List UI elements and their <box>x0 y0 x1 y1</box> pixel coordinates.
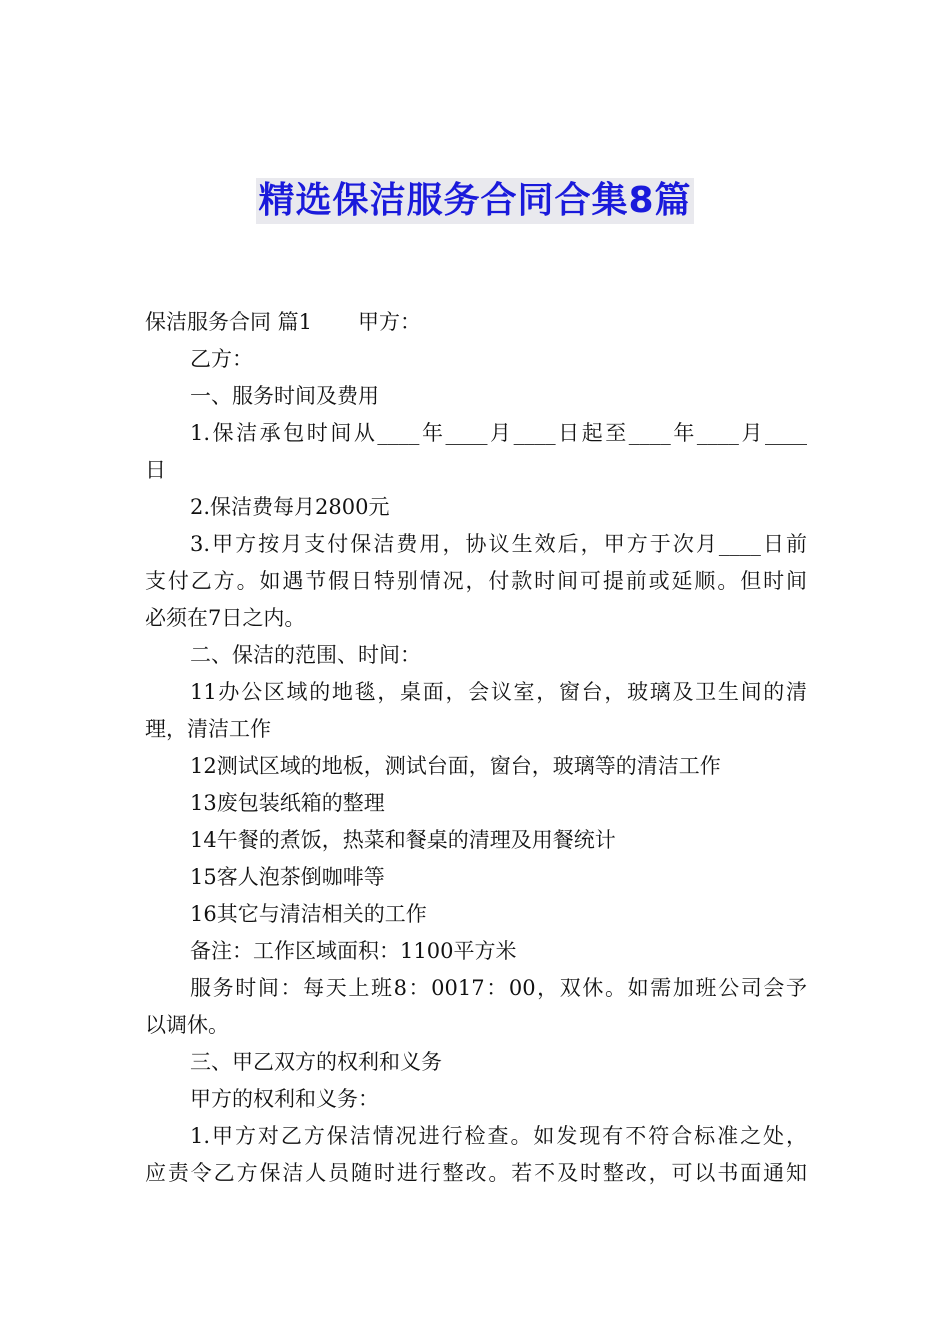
document-title: 精选保洁服务合同合集8篇 <box>256 178 693 224</box>
paragraph-line: 必须在7日之内。 <box>145 606 306 630</box>
paragraph-line: 1.甲方对乙方保洁情况进行检查。如发现有不符合标准之处， <box>190 1124 807 1148</box>
contract-heading-line <box>145 304 807 341</box>
paragraph-line: 3.甲方按月支付保洁费用，协议生效后，甲方于次月____日前 <box>190 532 807 556</box>
section-heading: 二、保洁的范围、时间： <box>190 643 421 667</box>
paragraph-line: 支付乙方。如遇节假日特别情况，付款时间可提前或延顺。但时间 <box>145 569 807 593</box>
contract-heading: 保洁服务合同 篇1 <box>145 310 313 334</box>
paragraph-line: 15客人泡茶倒咖啡等 <box>190 865 385 889</box>
paragraph-line: 16其它与清洁相关的工作 <box>190 902 427 926</box>
paragraph-line: 12测试区域的地板，测试台面，窗台，玻璃等的清洁工作 <box>190 754 721 778</box>
paragraph-line: 日 <box>145 458 166 482</box>
paragraph-line: 备注：工作区域面积：1100平方米 <box>190 939 517 963</box>
paragraph-line: 13废包装纸箱的整理 <box>190 791 385 815</box>
paragraph-line: 应责令乙方保洁人员随时进行整改。若不及时整改，可以书面通知 <box>145 1161 807 1185</box>
paragraph-line: 甲方的权利和义务： <box>190 1087 379 1111</box>
paragraph-line: 以调休。 <box>145 1013 229 1037</box>
paragraph-line: 理，清洁工作 <box>145 717 271 741</box>
section-heading: 一、服务时间及费用 <box>190 384 379 408</box>
section-heading: 三、甲乙双方的权利和义务 <box>190 1050 442 1074</box>
party-b-label: 乙方： <box>190 347 253 371</box>
paragraph-line: 14午餐的煮饭，热菜和餐桌的清理及用餐统计 <box>190 828 616 852</box>
paragraph-line: 2.保洁费每月2800元 <box>190 495 390 519</box>
title-container <box>0 178 950 224</box>
document-body <box>145 304 807 1192</box>
paragraph-line: 服务时间：每天上班8：0017：00，双休。如需加班公司会予 <box>190 976 807 1000</box>
party-a-label: 甲方： <box>358 310 422 334</box>
paragraph-line: 11办公区域的地毯，桌面，会议室，窗台，玻璃及卫生间的清 <box>190 680 807 704</box>
paragraph-line: 1.保洁承包时间从____年____月____日起至____年____月____ <box>190 421 807 445</box>
